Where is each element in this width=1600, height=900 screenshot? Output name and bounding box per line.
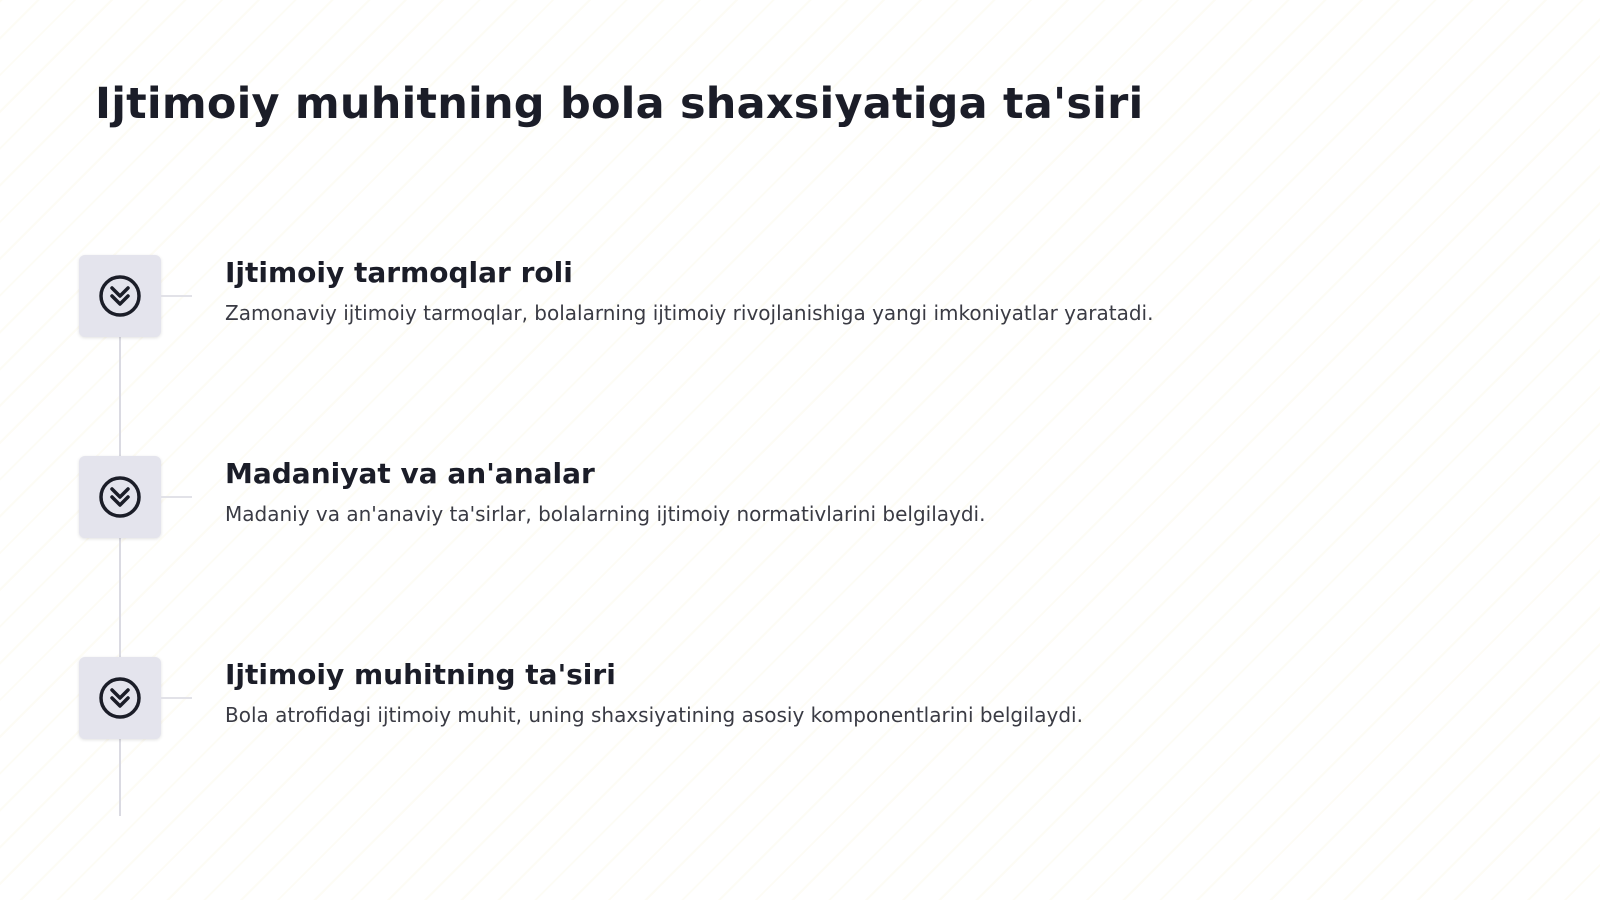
timeline-connector	[161, 496, 192, 498]
timeline-icon-box	[79, 255, 161, 337]
timeline-icon-box	[79, 456, 161, 538]
page-title: Ijtimoiy muhitning bola shaxsiyatiga ta'siri	[95, 79, 1144, 129]
timeline-icon-box	[79, 657, 161, 739]
timeline-item-3	[0, 657, 1600, 739]
timeline-item-text: Zamonaviy ijtimoiy tarmoqlar, bolalarning ijtimoiy rivojlanishiga yangi imkoniyatlar yaratadi.	[225, 301, 1154, 325]
timeline-item-text: Bola atrofidagi ijtimoiy muhit, uning shaxsiyatining asosiy komponentlarini belgilaydi.	[225, 703, 1083, 727]
timeline-connector	[161, 295, 192, 297]
timeline-connector	[161, 697, 192, 699]
timeline-item-title: Madaniyat va an'analar	[225, 457, 595, 490]
timeline-item-title: Ijtimoiy tarmoqlar roli	[225, 256, 573, 289]
double-chevron-down-circle-icon	[97, 273, 143, 319]
timeline-line	[119, 332, 121, 816]
double-chevron-down-circle-icon	[97, 675, 143, 721]
timeline-item-2	[0, 456, 1600, 538]
timeline-item-title: Ijtimoiy muhitning ta'siri	[225, 658, 616, 691]
timeline-item-1	[0, 255, 1600, 337]
timeline-item-text: Madaniy va an'anaviy ta'sirlar, bolalarning ijtimoiy normativlarini belgilaydi.	[225, 502, 986, 526]
double-chevron-down-circle-icon	[97, 474, 143, 520]
